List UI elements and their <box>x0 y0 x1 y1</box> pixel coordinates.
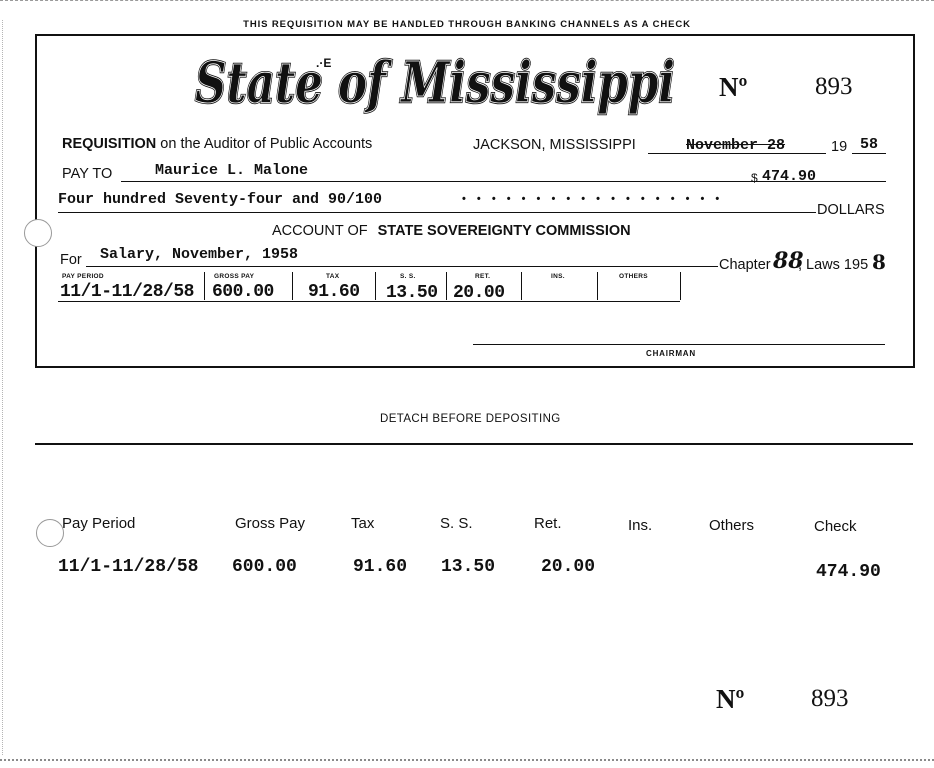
words-line <box>58 212 816 213</box>
perforation-bottom <box>0 759 934 761</box>
laws-year: 8 <box>872 250 886 274</box>
chapter-number: 88 <box>773 248 804 274</box>
svg-text:State of Mississippi: State of Mississippi <box>195 50 675 116</box>
stub-header: Pay Period <box>62 515 136 532</box>
deduction-value: 20.00 <box>453 283 505 303</box>
deduction-divider <box>446 272 447 300</box>
deduction-header: PAY PERIOD <box>62 273 104 280</box>
stub-header: Ins. <box>628 517 653 534</box>
stub-value: 600.00 <box>232 557 297 577</box>
deduction-header: RET. <box>475 273 491 280</box>
payee-name: Maurice L. Malone <box>155 162 309 179</box>
account-label <box>272 223 631 239</box>
stub-value: 91.60 <box>353 557 408 577</box>
stub-value: 13.50 <box>441 557 496 577</box>
perforation-top <box>0 0 934 1</box>
deduction-divider <box>597 272 598 300</box>
laws-label: , Laws 195 <box>798 257 869 273</box>
city-label: JACKSON, MISSISSIPPI <box>473 137 636 153</box>
deduction-header: S. S. <box>400 273 416 280</box>
requisition-year: 58 <box>860 136 879 153</box>
requisition-word: REQUISITION <box>62 136 157 152</box>
deduction-value: 13.50 <box>386 283 438 303</box>
account-name: STATE SOVEREIGNTY COMMISSION <box>377 223 631 239</box>
deduction-value: 600.00 <box>212 282 274 302</box>
deduction-divider <box>521 272 522 300</box>
paper-edge-left <box>2 20 3 755</box>
svg-text:State of Mississippi: State of Mississippi <box>195 50 675 116</box>
signature-line <box>473 344 885 345</box>
deduction-divider <box>292 272 293 300</box>
payment-purpose: Salary, November, 1958 <box>100 246 299 263</box>
chairman-label: CHAIRMAN <box>646 349 696 358</box>
punch-hole <box>24 219 52 247</box>
requisition-rest: on the Auditor of Public Accounts <box>160 136 373 152</box>
stub-header: S. S. <box>440 515 473 532</box>
deduction-divider <box>680 272 681 300</box>
detach-line <box>35 443 913 445</box>
stub-header: Others <box>709 517 755 534</box>
requisition-label <box>62 136 372 152</box>
year-prefix: 19 <box>831 139 848 155</box>
deduction-divider <box>204 272 205 300</box>
stub-number-label: Nº <box>716 684 745 714</box>
stub-check-amount: 474.90 <box>816 562 881 582</box>
deduction-header: TAX <box>326 273 340 280</box>
payment-amount: 474.90 <box>762 168 817 185</box>
banking-banner: THIS REQUISITION MAY BE HANDLED THROUGH BANKING CHANNELS AS A CHECK <box>243 19 691 30</box>
dollars-label: DOLLARS <box>817 202 885 218</box>
number-label: Nº <box>719 72 748 102</box>
stub-number: 893 <box>811 685 849 712</box>
detach-instruction: DETACH BEFORE DEPOSITING <box>380 413 561 425</box>
stub-value: 20.00 <box>541 557 596 577</box>
state-title-logo <box>190 40 680 118</box>
pay-to-label: PAY TO <box>62 166 113 182</box>
requisition-date: November 28 <box>686 137 786 154</box>
deduction-header: INS. <box>551 273 565 280</box>
stub-value: 11/1-11/28/58 <box>58 557 199 577</box>
chapter-label: Chapter <box>719 257 771 273</box>
for-label: For <box>60 252 82 268</box>
stub-header: Check <box>814 518 857 535</box>
title-prefix: .·E <box>316 56 332 70</box>
amount-in-words: Four hundred Seventy-four and 90/100 <box>58 191 383 208</box>
punch-hole <box>36 519 64 547</box>
deduction-header: OTHERS <box>619 273 648 280</box>
dollar-sign: $ <box>751 171 758 185</box>
amount-fill-dots: • • • • • • • • • • • • • • • • • • <box>462 193 724 205</box>
deduction-header: GROSS PAY <box>214 273 255 280</box>
requisition-number: 893 <box>815 73 853 100</box>
year-line <box>852 153 886 154</box>
deduction-value: 11/1-11/28/58 <box>60 282 194 302</box>
deduction-value: 91.60 <box>308 282 360 302</box>
account-of-text: ACCOUNT OF <box>272 223 368 239</box>
stub-header: Gross Pay <box>235 515 306 532</box>
stub-header: Tax <box>351 515 375 532</box>
purpose-line <box>86 266 718 267</box>
stub-header: Ret. <box>534 515 562 532</box>
deduction-divider <box>375 272 376 300</box>
